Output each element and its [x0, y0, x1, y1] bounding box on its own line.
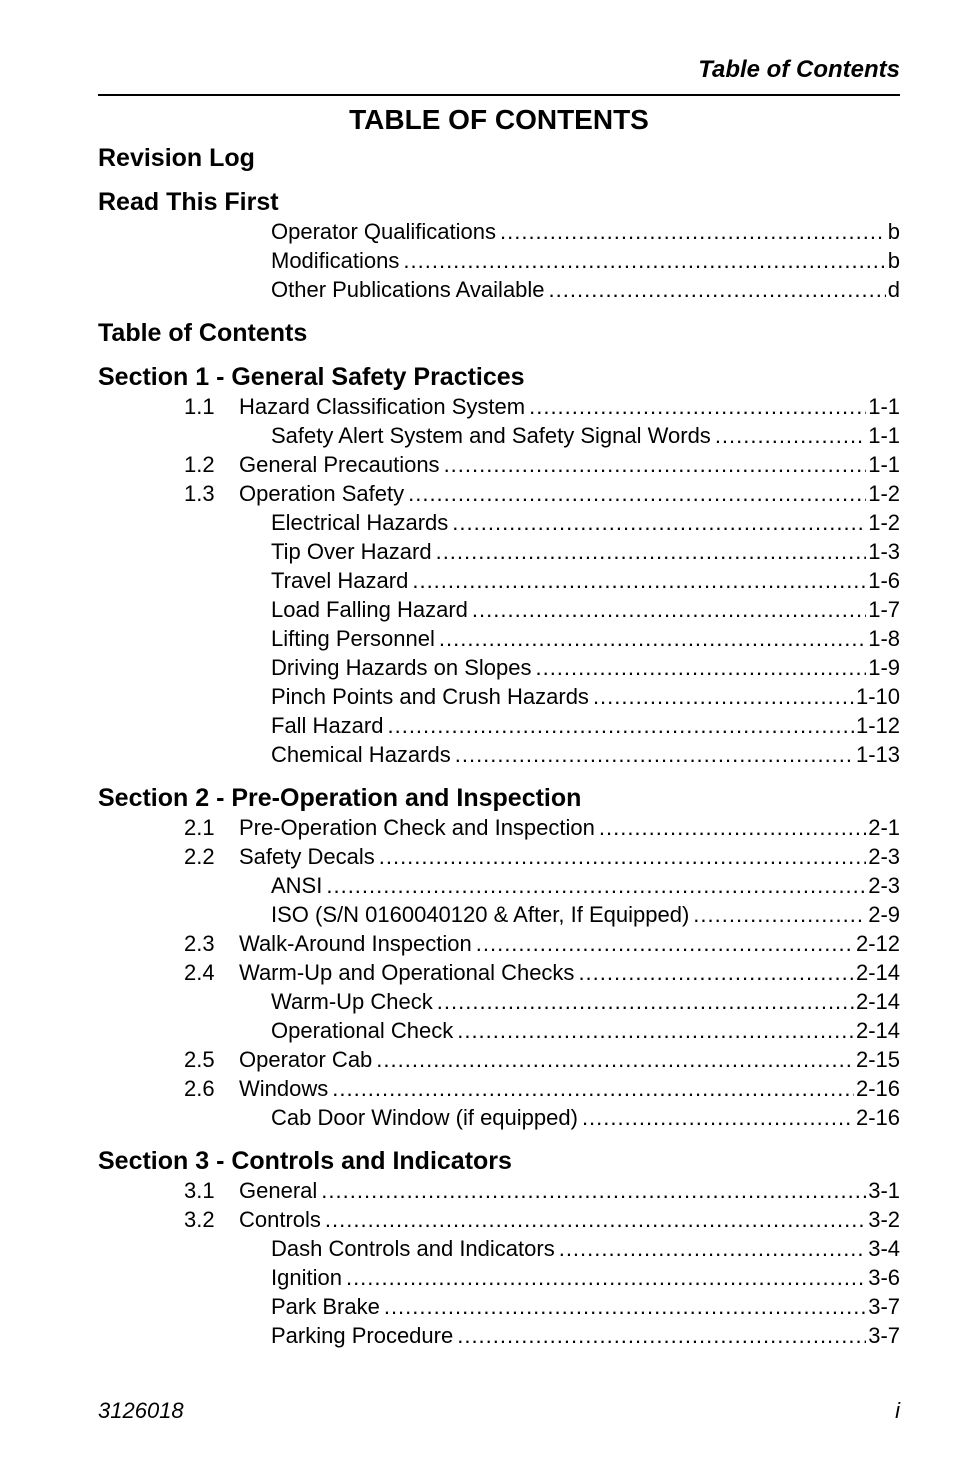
toc-entry[interactable]	[98, 450, 900, 479]
entry-page: 2-16	[855, 1076, 900, 1101]
toc-entry[interactable]	[98, 1263, 900, 1292]
entry-title: Park Brake	[271, 1294, 380, 1319]
entry-title: Electrical Hazards	[271, 510, 449, 535]
dot-leader	[452, 508, 866, 537]
dot-leader	[535, 653, 866, 682]
entry-number: 2.1	[184, 815, 215, 840]
dot-leader	[387, 711, 853, 740]
entry-number: 2.2	[184, 844, 215, 869]
header-rule	[98, 94, 900, 96]
dot-leader	[578, 958, 854, 987]
dot-leader	[693, 900, 866, 929]
dot-leader	[408, 479, 866, 508]
entry-page: 1-1	[868, 423, 900, 448]
entry-page: 3-2	[868, 1207, 900, 1232]
entry-number: 2.4	[184, 960, 215, 985]
entry-title: ANSI	[271, 873, 323, 898]
entry-page: 1-7	[868, 597, 900, 622]
entry-page: 3-7	[868, 1323, 900, 1348]
entry-title: Modifications	[271, 248, 400, 273]
dot-leader	[332, 1074, 854, 1103]
toc-section	[98, 1146, 900, 1350]
entry-page: b	[887, 219, 900, 244]
entry-title: General	[239, 1178, 318, 1203]
dot-leader	[559, 1234, 867, 1263]
section-heading[interactable]: Revision Log	[98, 144, 255, 172]
entry-number: 2.6	[184, 1076, 215, 1101]
dot-leader	[529, 392, 866, 421]
section-spacer	[98, 1132, 900, 1146]
dot-leader	[582, 1103, 854, 1132]
entry-page: 2-12	[855, 931, 900, 956]
toc-entry[interactable]	[98, 842, 900, 871]
entry-page: 2-9	[868, 902, 900, 927]
toc-section	[98, 187, 900, 318]
dot-leader	[412, 566, 866, 595]
dot-leader	[457, 1016, 854, 1045]
toc-section	[98, 143, 900, 187]
dot-leader	[437, 987, 854, 1016]
entry-title: Operator Qualifications	[271, 219, 496, 244]
toc-entry[interactable]	[98, 1205, 900, 1234]
toc-entry[interactable]	[98, 740, 900, 769]
entry-page: 1-10	[855, 684, 900, 709]
entry-page: 1-1	[868, 394, 900, 419]
entry-title: Travel Hazard	[271, 568, 409, 593]
toc-entry[interactable]	[98, 1234, 900, 1263]
dot-leader	[500, 217, 886, 246]
dot-leader	[403, 246, 885, 275]
dot-leader	[346, 1263, 866, 1292]
dot-leader	[715, 421, 866, 450]
toc-entry[interactable]	[98, 479, 900, 508]
toc-entry[interactable]	[98, 1176, 900, 1205]
entry-page: 1-2	[868, 510, 900, 535]
entry-page: 1-9	[868, 655, 900, 680]
entry-page: 1-8	[868, 626, 900, 651]
toc-entry[interactable]	[98, 275, 900, 304]
dot-leader	[593, 682, 854, 711]
toc-entry[interactable]	[98, 1045, 900, 1074]
section-spacer	[98, 304, 900, 318]
dot-leader	[326, 871, 866, 900]
entry-title: Other Publications Available	[271, 277, 545, 302]
section-spacer	[98, 173, 900, 187]
toc-section	[98, 362, 900, 783]
toc-entry[interactable]	[98, 653, 900, 682]
toc-entry[interactable]	[98, 1292, 900, 1321]
section-heading[interactable]: Read This First	[98, 188, 279, 216]
running-header-title: Table of Contents	[698, 56, 900, 83]
dot-leader	[476, 929, 854, 958]
entry-number: 3.1	[184, 1178, 215, 1203]
entry-title: Controls	[239, 1207, 321, 1232]
entry-title: Safety Decals	[239, 844, 375, 869]
toc-entry[interactable]	[98, 392, 900, 421]
entry-page: b	[887, 248, 900, 273]
toc-entry[interactable]	[98, 537, 900, 566]
toc-entry[interactable]	[98, 1321, 900, 1350]
entry-page: 1-6	[868, 568, 900, 593]
entry-page: 2-3	[868, 873, 900, 898]
entry-number: 1.1	[184, 394, 215, 419]
section-heading[interactable]: Section 1 - General Safety Practices	[98, 363, 525, 391]
dot-leader	[549, 275, 886, 304]
toc-entry[interactable]	[98, 900, 900, 929]
entry-title: Operation Safety	[239, 481, 405, 506]
toc-entry[interactable]	[98, 871, 900, 900]
entry-title: Windows	[239, 1076, 329, 1101]
section-heading[interactable]: Section 2 - Pre-Operation and Inspection	[98, 784, 582, 812]
entry-page: 1-1	[868, 452, 900, 477]
toc-section	[98, 783, 900, 1146]
dot-leader	[472, 595, 866, 624]
entry-title: Pre-Operation Check and Inspection	[239, 815, 595, 840]
entry-page: 2-3	[868, 844, 900, 869]
dot-leader	[376, 1045, 854, 1074]
entry-title: ISO (S/N 0160040120 & After, If Equipped)	[271, 902, 690, 927]
entry-page: 2-14	[855, 960, 900, 985]
section-heading[interactable]: Section 3 - Controls and Indicators	[98, 1147, 512, 1175]
entry-title: Load Falling Hazard	[271, 597, 468, 622]
entry-page: d	[887, 277, 900, 302]
toc-entry[interactable]	[98, 1074, 900, 1103]
entry-title: Lifting Personnel	[271, 626, 435, 651]
entry-title: General Precautions	[239, 452, 440, 477]
dot-leader	[455, 740, 854, 769]
entry-number: 2.3	[184, 931, 215, 956]
toc-entry[interactable]	[98, 711, 900, 740]
toc-section	[98, 318, 900, 362]
entry-page: 1-2	[868, 481, 900, 506]
entry-title: Chemical Hazards	[271, 742, 451, 767]
entry-page: 2-1	[868, 815, 900, 840]
entry-title: Fall Hazard	[271, 713, 384, 738]
dot-leader	[379, 842, 866, 871]
entry-title: Safety Alert System and Safety Signal Words	[271, 423, 711, 448]
section-spacer	[98, 348, 900, 362]
toc-entry[interactable]	[98, 958, 900, 987]
entry-title: Operator Cab	[239, 1047, 373, 1072]
dot-leader	[599, 813, 866, 842]
dot-leader	[439, 624, 866, 653]
toc-entry[interactable]	[98, 813, 900, 842]
page-number: i	[895, 1398, 900, 1423]
toc-entry[interactable]	[98, 1103, 900, 1132]
document-number: 3126018	[98, 1398, 184, 1423]
toc-entry[interactable]	[98, 595, 900, 624]
toc-entry[interactable]	[98, 421, 900, 450]
entry-page: 2-15	[855, 1047, 900, 1072]
toc-entry[interactable]	[98, 246, 900, 275]
entry-title: Parking Procedure	[271, 1323, 454, 1348]
toc-list	[98, 143, 900, 1350]
entry-page: 3-4	[868, 1236, 900, 1261]
entry-number: 1.3	[184, 481, 215, 506]
toc-entry[interactable]	[98, 682, 900, 711]
entry-title: Operational Check	[271, 1018, 454, 1043]
dot-leader	[444, 450, 867, 479]
entry-page: 2-14	[855, 1018, 900, 1043]
dot-leader	[436, 537, 867, 566]
page-title: TABLE OF CONTENTS	[349, 104, 649, 135]
entry-title: Walk-Around Inspection	[239, 931, 472, 956]
toc-entry[interactable]	[98, 1016, 900, 1045]
entry-title: Cab Door Window (if equipped)	[271, 1105, 578, 1130]
entry-page: 2-14	[855, 989, 900, 1014]
toc-entry[interactable]	[98, 624, 900, 653]
entry-title: Pinch Points and Crush Hazards	[271, 684, 589, 709]
entry-page: 1-12	[855, 713, 900, 738]
dot-leader	[325, 1205, 866, 1234]
section-heading[interactable]: Table of Contents	[98, 319, 308, 347]
entry-title: Ignition	[271, 1265, 342, 1290]
entry-number: 2.5	[184, 1047, 215, 1072]
entry-title: Hazard Classification System	[239, 394, 526, 419]
entry-page: 3-7	[868, 1294, 900, 1319]
dot-leader	[384, 1292, 866, 1321]
toc-entry[interactable]	[98, 566, 900, 595]
entry-title: Warm-Up and Operational Checks	[239, 960, 575, 985]
section-spacer	[98, 769, 900, 783]
entry-page: 2-16	[855, 1105, 900, 1130]
dot-leader	[457, 1321, 866, 1350]
toc-entry[interactable]	[98, 508, 900, 537]
entry-number: 3.2	[184, 1207, 215, 1232]
entry-page: 1-13	[855, 742, 900, 767]
entry-page: 3-6	[868, 1265, 900, 1290]
entry-title: Warm-Up Check	[271, 989, 433, 1014]
entry-page: 3-1	[868, 1178, 900, 1203]
toc-entry[interactable]	[98, 987, 900, 1016]
entry-number: 1.2	[184, 452, 215, 477]
dot-leader	[321, 1176, 866, 1205]
toc-entry[interactable]	[98, 929, 900, 958]
entry-page: 1-3	[868, 539, 900, 564]
entry-title: Tip Over Hazard	[271, 539, 432, 564]
entry-title: Driving Hazards on Slopes	[271, 655, 532, 680]
toc-entry[interactable]	[98, 217, 900, 246]
entry-title: Dash Controls and Indicators	[271, 1236, 555, 1261]
